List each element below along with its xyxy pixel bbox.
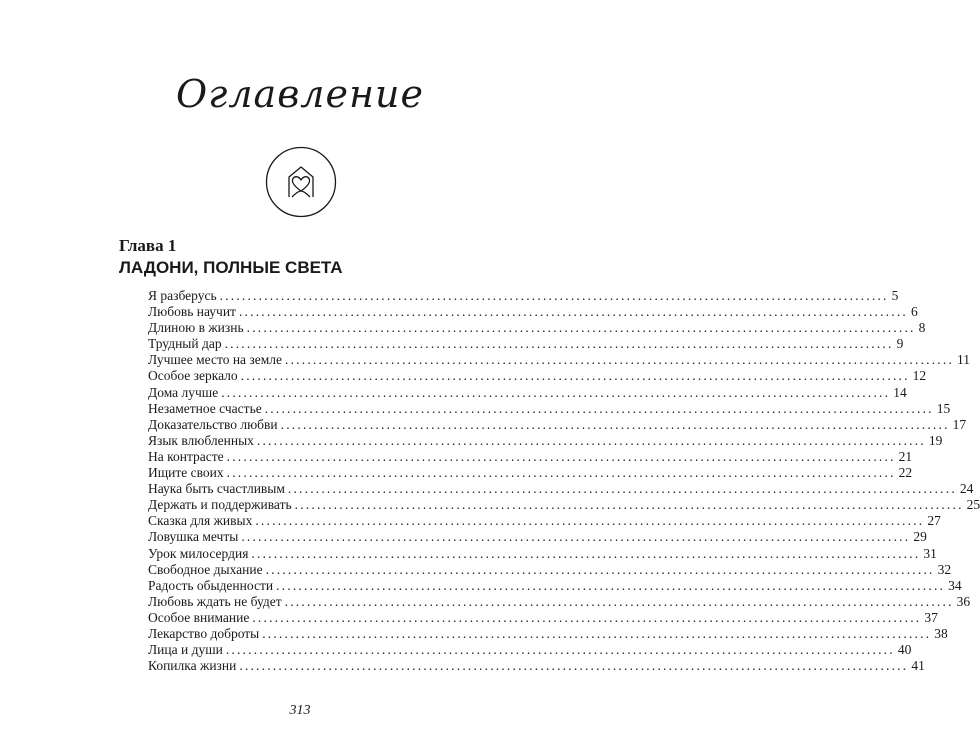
toc-entry[interactable] [148, 368, 927, 384]
toc-entry-label: Наука быть счастливым [148, 481, 285, 497]
toc-entry-label: Урок милосердия [148, 545, 249, 561]
toc-entry-page: 36 [956, 593, 971, 609]
toc-entry-label: Лица и души [148, 642, 223, 658]
chapter-title: ЛАДОНИ, ПОЛНЫЕ СВЕТА [119, 258, 343, 277]
toc-entry-label: Свободное дыхание [148, 561, 263, 577]
toc-entry[interactable] [148, 416, 967, 433]
page-number: 313 [289, 703, 311, 718]
toc-entry-label: Любовь ждать не будет [148, 593, 282, 609]
toc-entry[interactable] [148, 529, 927, 545]
toc-entry[interactable] [148, 336, 904, 352]
toc-entry-page: 41 [911, 658, 925, 674]
toc-entry-label: Язык влюбленных [148, 432, 254, 448]
dot-leader: ........................................................................................................................ [284, 593, 954, 609]
toc-entry-page: 6 [910, 304, 918, 320]
toc-entry-label: Сказка для живых [148, 513, 253, 529]
toc-entry[interactable] [148, 497, 980, 513]
toc-entry-label: Ловушка мечты [148, 529, 239, 545]
toc-entry-label: Доказательство любви [148, 416, 278, 432]
toc-entry-page: 12 [912, 368, 927, 384]
toc-entry-label: Ищите своих [148, 465, 224, 481]
toc-entry-label: Особое внимание [148, 609, 250, 625]
toc-entry-page: 31 [923, 545, 937, 561]
house-heart-icon [265, 146, 337, 218]
chapter-number: Глава 1 [119, 236, 177, 255]
toc-entry[interactable] [148, 642, 912, 658]
dot-leader: ........................................................................................................................ [239, 658, 909, 674]
toc-entry[interactable] [148, 577, 962, 594]
table-of-contents [148, 288, 980, 674]
toc-entry-label: Длиною в жизнь [148, 320, 244, 336]
toc-entry[interactable] [148, 561, 952, 578]
dot-leader: ........................................................................................................................ [238, 304, 908, 320]
toc-entry-page: 11 [957, 352, 971, 368]
toc-entry[interactable] [148, 448, 913, 465]
toc-entry-page: 19 [928, 432, 943, 448]
dot-leader: ........................................................................................................................ [226, 465, 896, 481]
toc-entry-page: 15 [936, 400, 951, 416]
dot-leader: ........................................................................................................................ [285, 352, 955, 368]
dot-leader: ........................................................................................................................ [224, 336, 894, 352]
dot-leader: ........................................................................................................................ [251, 545, 921, 561]
toc-entry[interactable] [148, 545, 937, 562]
toc-entry-label: Радость обыденности [148, 577, 274, 593]
toc-entry-page: 17 [952, 416, 967, 432]
toc-entry[interactable] [148, 352, 971, 368]
toc-entry-page: 24 [959, 481, 974, 497]
toc-entry-page: 32 [937, 561, 952, 577]
toc-entry-label: Лучшее место на земле [148, 352, 283, 368]
toc-entry-label: Особое зеркало [148, 368, 238, 384]
toc-entry-label: Копилка жизни [148, 658, 237, 674]
dot-leader: ........................................................................................................................ [240, 368, 910, 384]
toc-entry-page: 9 [896, 336, 904, 352]
toc-entry-label: Лекарство доброты [148, 625, 260, 641]
toc-entry-page: 5 [891, 288, 899, 303]
toc-entry[interactable] [148, 304, 918, 320]
toc-entry-label: На контрасте [148, 448, 224, 464]
dot-leader: ........................................................................................................................ [264, 400, 934, 416]
dot-leader: ........................................................................................................................ [265, 561, 935, 577]
dot-leader: ........................................................................................................................ [219, 288, 889, 303]
dot-leader: ........................................................................................................................ [246, 320, 916, 336]
chapter-heading [119, 236, 343, 279]
dot-leader: ........................................................................................................................ [252, 609, 922, 625]
toc-entry-page: 25 [966, 497, 980, 513]
dot-leader: ........................................................................................................................ [262, 625, 932, 641]
toc-entry-page: 38 [934, 625, 948, 641]
toc-entry[interactable] [148, 288, 899, 304]
toc-entry-label: Я разберусь [148, 288, 217, 303]
toc-entry-page: 14 [893, 384, 907, 400]
toc-entry-label: Любовь научит [148, 304, 236, 320]
toc-entry[interactable] [148, 513, 941, 529]
toc-entry-label: Держать и поддерживать [148, 497, 292, 513]
toc-entry-page: 34 [948, 577, 962, 593]
dot-leader: ........................................................................................................................ [276, 577, 946, 593]
toc-entry[interactable] [148, 320, 926, 336]
toc-entry-page: 37 [924, 609, 938, 625]
toc-entry-page: 21 [898, 448, 913, 464]
toc-entry[interactable] [148, 432, 943, 449]
toc-entry-label: Незаметное счастье [148, 400, 262, 416]
toc-entry[interactable] [148, 400, 951, 417]
toc-entry[interactable] [148, 465, 913, 481]
toc-entry-label: Трудный дар [148, 336, 222, 352]
toc-entry[interactable] [148, 593, 971, 610]
toc-entry-label: Дома лучше [148, 384, 219, 400]
dot-leader: ........................................................................................................................ [226, 448, 896, 464]
toc-entry-page: 40 [897, 642, 912, 658]
page-title: Оглавление [175, 72, 424, 116]
dot-leader: ........................................................................................................................ [225, 642, 895, 658]
toc-entry[interactable] [148, 609, 938, 626]
toc-entry[interactable] [148, 625, 948, 642]
toc-entry-page: 22 [898, 465, 913, 481]
toc-entry-page: 29 [913, 529, 927, 545]
dot-leader: ........................................................................................................................ [294, 497, 964, 513]
toc-entry-page: 8 [918, 320, 926, 336]
dot-leader: ........................................................................................................................ [241, 529, 911, 545]
toc-entry-page: 27 [927, 513, 941, 529]
dot-leader: ........................................................................................................................ [280, 416, 950, 432]
dot-leader: ........................................................................................................................ [287, 481, 957, 497]
dot-leader: ........................................................................................................................ [256, 432, 926, 448]
toc-entry[interactable] [148, 658, 925, 674]
dot-leader: ........................................................................................................................ [255, 513, 925, 529]
toc-entry[interactable] [148, 384, 907, 401]
dot-leader: ........................................................................................................................ [221, 384, 891, 400]
toc-entry[interactable] [148, 481, 974, 497]
